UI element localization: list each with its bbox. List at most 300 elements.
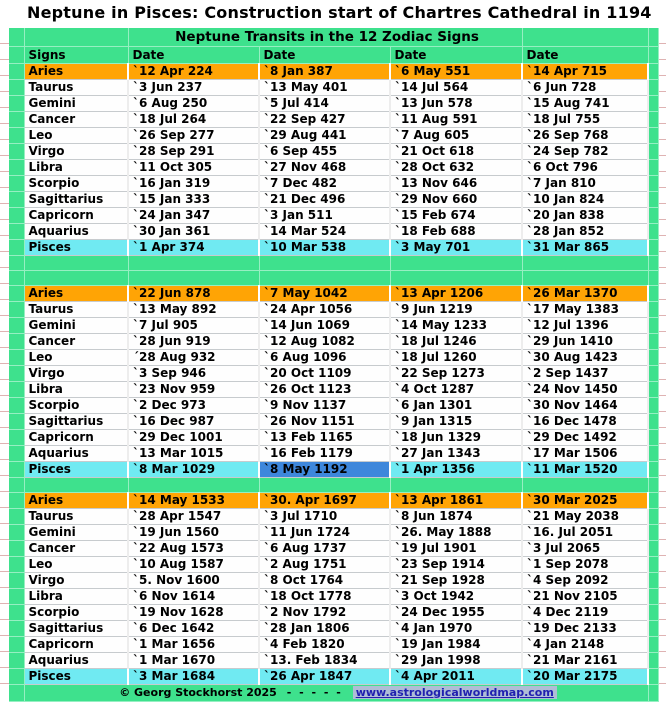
row-strip — [648, 668, 658, 684]
row-strip — [9, 381, 24, 397]
row-strip — [9, 540, 24, 556]
date-cell: `13 May 892 — [128, 301, 259, 317]
table-row — [9, 111, 658, 127]
spacer-cell — [390, 270, 522, 285]
date-cell: `10 Mar 538 — [259, 239, 390, 255]
table-row — [9, 191, 658, 207]
date-cell: `15 Aug 741 — [522, 95, 648, 111]
date-cell: `29 Nov 660 — [390, 191, 522, 207]
date-cell: `18 Jul 1260 — [390, 349, 522, 365]
spacer-cell — [9, 270, 24, 285]
date-cell: `4 Jan 1970 — [390, 620, 522, 636]
date-cell: `4 Apr 2011 — [390, 668, 522, 684]
date-cell: `13. Feb 1834 — [259, 652, 390, 668]
date-cell: `13 Apr 1861 — [390, 492, 522, 508]
sign-cell: Gemini — [24, 95, 128, 111]
row-strip — [9, 461, 24, 477]
table-row — [9, 207, 658, 223]
spacer-cell — [259, 270, 390, 285]
date-cell: `21 May 2038 — [522, 508, 648, 524]
date-cell: `4 Dec 2119 — [522, 604, 648, 620]
date-cell: `19 Jun 1560 — [128, 524, 259, 540]
date-cell: `12 Jul 1396 — [522, 317, 648, 333]
date-cell: `3 Jun 237 — [128, 79, 259, 95]
sign-cell: Cancer — [24, 111, 128, 127]
sign-cell: Libra — [24, 159, 128, 175]
sign-cell: Pisces — [24, 239, 128, 255]
date-cell: `22 Aug 1573 — [128, 540, 259, 556]
page-title: Neptune in Pisces: Construction start of Chartres Cathedral in 1194 — [27, 3, 652, 22]
date-cell: ´28 Aug 932 — [128, 349, 259, 365]
date-cell: `3 Mar 1684 — [128, 668, 259, 684]
row-strip — [648, 620, 658, 636]
sign-cell: Pisces — [24, 668, 128, 684]
table-row — [9, 349, 658, 365]
date-cell: `24 Jan 347 — [128, 207, 259, 223]
column-header-date: Date — [522, 46, 648, 63]
row-strip — [648, 445, 658, 461]
sign-cell: Sagittarius — [24, 413, 128, 429]
row-strip — [648, 508, 658, 524]
date-cell: `21 Dec 496 — [259, 191, 390, 207]
row-strip — [9, 492, 24, 508]
date-cell: `3 Jul 1710 — [259, 508, 390, 524]
row-strip — [9, 95, 24, 111]
date-cell: `7 Jul 905 — [128, 317, 259, 333]
date-cell: `29 Jun 1410 — [522, 333, 648, 349]
table-row — [9, 175, 658, 191]
table-row — [9, 652, 658, 668]
highlighted-date-cell: `8 May 1192 — [259, 461, 390, 477]
date-cell: `21 Mar 2161 — [522, 652, 648, 668]
date-cell: `1 Mar 1656 — [128, 636, 259, 652]
date-cell: `8 Mar 1029 — [128, 461, 259, 477]
table-row — [9, 317, 658, 333]
date-cell: `6 Aug 1737 — [259, 540, 390, 556]
date-cell: `14 May 1533 — [128, 492, 259, 508]
table-row — [9, 285, 658, 301]
table-row — [9, 492, 658, 508]
table-row — [9, 159, 658, 175]
date-cell: `11 Mar 1520 — [522, 461, 648, 477]
row-strip — [9, 445, 24, 461]
date-cell: `21 Sep 1928 — [390, 572, 522, 588]
date-cell: `6 Dec 1642 — [128, 620, 259, 636]
sign-cell: Scorpio — [24, 604, 128, 620]
row-strip — [9, 668, 24, 684]
row-strip — [648, 349, 658, 365]
date-cell: `5 Jul 414 — [259, 95, 390, 111]
table-row — [9, 79, 658, 95]
date-cell: `27 Nov 468 — [259, 159, 390, 175]
date-cell: `10 Aug 1587 — [128, 556, 259, 572]
date-cell: `17 Mar 1506 — [522, 445, 648, 461]
date-cell: `21 Oct 618 — [390, 143, 522, 159]
date-cell: `18 Jul 755 — [522, 111, 648, 127]
date-cell: `29 Dec 1492 — [522, 429, 648, 445]
row-strip — [9, 652, 24, 668]
date-cell: `12 Aug 1082 — [259, 333, 390, 349]
date-cell: `12 Apr 224 — [128, 63, 259, 79]
sign-cell: Cancer — [24, 540, 128, 556]
date-cell: `29 Jan 1998 — [390, 652, 522, 668]
row-strip — [648, 143, 658, 159]
row-strip — [648, 175, 658, 191]
spacer-row — [9, 477, 658, 492]
row-strip — [648, 524, 658, 540]
table-row — [9, 365, 658, 381]
date-cell: `4 Sep 2092 — [522, 572, 648, 588]
row-strip — [9, 508, 24, 524]
sign-cell: Aquarius — [24, 652, 128, 668]
transit-table — [9, 28, 659, 702]
row-strip — [648, 191, 658, 207]
date-cell: `19 Nov 1628 — [128, 604, 259, 620]
date-cell: `9 Jun 1219 — [390, 301, 522, 317]
row-strip — [9, 620, 24, 636]
date-cell: `14 Mar 524 — [259, 223, 390, 239]
table-subtitle: Neptune Transits in the 12 Zodiac Signs — [128, 28, 522, 46]
date-cell: `7 Jan 810 — [522, 175, 648, 191]
sign-cell: Capricorn — [24, 429, 128, 445]
row-strip — [9, 588, 24, 604]
date-cell: `13 Mar 1015 — [128, 445, 259, 461]
table-row — [9, 223, 658, 239]
date-cell: `15 Jan 333 — [128, 191, 259, 207]
table-row — [9, 127, 658, 143]
sign-cell: Taurus — [24, 301, 128, 317]
website-link[interactable]: www.astrologicalworldmap.com — [353, 686, 557, 699]
row-strip — [9, 127, 24, 143]
table-row — [9, 143, 658, 159]
date-cell: `14 Jul 564 — [390, 79, 522, 95]
sign-cell: Virgo — [24, 572, 128, 588]
date-cell: `26. May 1888 — [390, 524, 522, 540]
table-row — [9, 397, 658, 413]
corner-strip — [9, 28, 24, 46]
date-cell: `20 Mar 2175 — [522, 668, 648, 684]
header-strip — [648, 46, 658, 63]
table-row — [9, 461, 658, 477]
column-header-date: Date — [390, 46, 522, 63]
row-strip — [648, 397, 658, 413]
sign-cell: Sagittarius — [24, 191, 128, 207]
date-cell: `30 Aug 1423 — [522, 349, 648, 365]
row-strip — [9, 159, 24, 175]
row-strip — [9, 207, 24, 223]
table-row — [9, 604, 658, 620]
table-row — [9, 620, 658, 636]
sign-cell: Taurus — [24, 79, 128, 95]
row-strip — [648, 413, 658, 429]
column-header-signs: Signs — [24, 46, 128, 63]
sign-cell: Aries — [24, 63, 128, 79]
date-cell: `26 Sep 768 — [522, 127, 648, 143]
footer-dashes: - - - - - — [286, 685, 343, 699]
row-strip — [9, 111, 24, 127]
sign-cell: Leo — [24, 349, 128, 365]
spacer-cell — [24, 477, 128, 492]
row-strip — [648, 95, 658, 111]
row-strip — [648, 381, 658, 397]
footer-strip — [9, 684, 24, 701]
row-strip — [648, 301, 658, 317]
row-strip — [648, 365, 658, 381]
date-cell: `24 Apr 1056 — [259, 301, 390, 317]
date-cell: `1 Sep 2078 — [522, 556, 648, 572]
spacer-row — [9, 255, 658, 270]
table-row — [9, 413, 658, 429]
date-cell: `26 Mar 1370 — [522, 285, 648, 301]
date-cell: `28 Oct 632 — [390, 159, 522, 175]
date-cell: `4 Oct 1287 — [390, 381, 522, 397]
spacer-cell — [24, 255, 128, 270]
table-row — [9, 508, 658, 524]
subtitle-spacer — [24, 28, 128, 46]
sign-cell: Capricorn — [24, 636, 128, 652]
date-cell: `9 Jan 1315 — [390, 413, 522, 429]
date-cell: `14 Apr 715 — [522, 63, 648, 79]
date-cell: `20 Jan 838 — [522, 207, 648, 223]
date-cell: `28 Jun 919 — [128, 333, 259, 349]
date-cell: `26 Apr 1847 — [259, 668, 390, 684]
right-gridline-margin — [658, 28, 666, 696]
spacer-cell — [522, 477, 648, 492]
row-strip — [9, 79, 24, 95]
date-cell: `16. Jul 2051 — [522, 524, 648, 540]
date-cell: `20 Oct 1109 — [259, 365, 390, 381]
date-cell: `24 Sep 782 — [522, 143, 648, 159]
date-cell: `16 Dec 1478 — [522, 413, 648, 429]
date-cell: `19 Jan 1984 — [390, 636, 522, 652]
date-cell: `29 Dec 1001 — [128, 429, 259, 445]
row-strip — [648, 317, 658, 333]
table-row — [9, 556, 658, 572]
table-row — [9, 668, 658, 684]
date-cell: `2 Aug 1751 — [259, 556, 390, 572]
date-cell: `18 Feb 688 — [390, 223, 522, 239]
date-cell: `16 Dec 987 — [128, 413, 259, 429]
date-cell: `13 Apr 1206 — [390, 285, 522, 301]
date-cell: `23 Sep 1914 — [390, 556, 522, 572]
date-cell: `6 Aug 1096 — [259, 349, 390, 365]
date-cell: `13 May 401 — [259, 79, 390, 95]
sign-cell: Pisces — [24, 461, 128, 477]
row-strip — [9, 397, 24, 413]
row-strip — [648, 572, 658, 588]
date-cell: `8 Oct 1764 — [259, 572, 390, 588]
date-cell: `30. Apr 1697 — [259, 492, 390, 508]
row-strip — [648, 540, 658, 556]
date-cell: `2 Nov 1792 — [259, 604, 390, 620]
date-cell: `11 Aug 591 — [390, 111, 522, 127]
date-cell: `31 Mar 865 — [522, 239, 648, 255]
table-row — [9, 239, 658, 255]
sign-cell: Gemini — [24, 524, 128, 540]
row-strip — [9, 317, 24, 333]
row-strip — [9, 572, 24, 588]
sign-cell: Scorpio — [24, 175, 128, 191]
date-cell: `26 Sep 277 — [128, 127, 259, 143]
row-strip — [648, 239, 658, 255]
date-cell: `6 May 551 — [390, 63, 522, 79]
footer-cell — [24, 684, 648, 701]
spacer-row — [9, 270, 658, 285]
table-row — [9, 524, 658, 540]
table-row — [9, 588, 658, 604]
table-row — [9, 301, 658, 317]
date-cell: `28 Sep 291 — [128, 143, 259, 159]
date-cell: `14 May 1233 — [390, 317, 522, 333]
row-strip — [9, 333, 24, 349]
spacer-cell — [259, 255, 390, 270]
spacer-cell — [648, 270, 658, 285]
date-cell: `5. Nov 1600 — [128, 572, 259, 588]
sign-cell: Cancer — [24, 333, 128, 349]
date-cell: `21 Nov 2105 — [522, 588, 648, 604]
subtitle-row — [9, 28, 658, 46]
subtitle-spacer — [522, 28, 648, 46]
date-cell: `28 Jan 852 — [522, 223, 648, 239]
date-cell: `29 Aug 441 — [259, 127, 390, 143]
row-strip — [9, 191, 24, 207]
date-cell: `18 Jul 1246 — [390, 333, 522, 349]
date-cell: `6 Oct 796 — [522, 159, 648, 175]
date-cell: `28 Apr 1547 — [128, 508, 259, 524]
sign-cell: Libra — [24, 381, 128, 397]
row-strip — [648, 461, 658, 477]
date-cell: `27 Jan 1343 — [390, 445, 522, 461]
date-cell: `30 Nov 1464 — [522, 397, 648, 413]
spacer-cell — [128, 255, 259, 270]
date-cell: `3 Sep 946 — [128, 365, 259, 381]
date-cell: `22 Sep 427 — [259, 111, 390, 127]
date-cell: `19 Jul 1901 — [390, 540, 522, 556]
spacer-cell — [128, 270, 259, 285]
date-cell: `8 Jan 387 — [259, 63, 390, 79]
date-cell: `3 Oct 1942 — [390, 588, 522, 604]
date-cell: `4 Jan 2148 — [522, 636, 648, 652]
spacer-cell — [648, 255, 658, 270]
table-row — [9, 636, 658, 652]
table-row — [9, 445, 658, 461]
table-row — [9, 540, 658, 556]
row-strip — [648, 159, 658, 175]
date-cell: `6 Nov 1614 — [128, 588, 259, 604]
date-cell: `13 Feb 1165 — [259, 429, 390, 445]
sign-cell: Capricorn — [24, 207, 128, 223]
date-cell: `10 Jan 824 — [522, 191, 648, 207]
row-strip — [9, 556, 24, 572]
date-cell: `19 Dec 2133 — [522, 620, 648, 636]
sign-cell: Libra — [24, 588, 128, 604]
row-strip — [9, 143, 24, 159]
column-header-date: Date — [259, 46, 390, 63]
row-strip — [648, 492, 658, 508]
table-row — [9, 333, 658, 349]
date-cell: `18 Oct 1778 — [259, 588, 390, 604]
spacer-cell — [390, 255, 522, 270]
sign-cell: Aries — [24, 285, 128, 301]
spacer-cell — [24, 270, 128, 285]
sign-cell: Virgo — [24, 365, 128, 381]
row-strip — [9, 239, 24, 255]
sign-cell: Sagittarius — [24, 620, 128, 636]
copyright-text: © Georg Stockhorst 2025 — [119, 685, 277, 699]
row-strip — [9, 349, 24, 365]
date-cell: `2 Sep 1437 — [522, 365, 648, 381]
row-strip — [9, 604, 24, 620]
date-cell: `6 Sep 455 — [259, 143, 390, 159]
row-strip — [9, 413, 24, 429]
date-cell: `15 Feb 674 — [390, 207, 522, 223]
row-strip — [648, 333, 658, 349]
row-strip — [648, 127, 658, 143]
row-strip — [9, 63, 24, 79]
sign-cell: Virgo — [24, 143, 128, 159]
date-cell: `7 May 1042 — [259, 285, 390, 301]
header-strip — [9, 46, 24, 63]
date-cell: `2 Dec 973 — [128, 397, 259, 413]
sign-cell: Aquarius — [24, 445, 128, 461]
date-cell: `11 Jun 1724 — [259, 524, 390, 540]
date-cell: `16 Jan 319 — [128, 175, 259, 191]
date-cell: `3 Jul 2065 — [522, 540, 648, 556]
date-cell: `28 Jan 1806 — [259, 620, 390, 636]
spacer-cell — [259, 477, 390, 492]
table-row — [9, 381, 658, 397]
date-cell: `8 Jun 1874 — [390, 508, 522, 524]
date-cell: `26 Oct 1123 — [259, 381, 390, 397]
date-cell: `1 Apr 1356 — [390, 461, 522, 477]
transit-table-body — [9, 63, 658, 684]
left-gridline-margin — [0, 28, 9, 696]
row-strip — [9, 175, 24, 191]
row-strip — [9, 524, 24, 540]
sign-cell: Taurus — [24, 508, 128, 524]
row-strip — [648, 79, 658, 95]
row-strip — [9, 223, 24, 239]
table-row — [9, 63, 658, 79]
spacer-cell — [390, 477, 522, 492]
date-cell: `22 Jun 878 — [128, 285, 259, 301]
row-strip — [648, 652, 658, 668]
date-cell: `24 Dec 1955 — [390, 604, 522, 620]
date-cell: `24 Nov 1450 — [522, 381, 648, 397]
date-cell: `7 Aug 605 — [390, 127, 522, 143]
date-cell: `1 Apr 374 — [128, 239, 259, 255]
date-cell: `11 Oct 305 — [128, 159, 259, 175]
row-strip — [9, 429, 24, 445]
row-strip — [9, 636, 24, 652]
header-row — [9, 46, 658, 63]
row-strip — [648, 207, 658, 223]
row-strip — [648, 636, 658, 652]
sign-cell: Aries — [24, 492, 128, 508]
date-cell: `7 Dec 482 — [259, 175, 390, 191]
date-cell: `16 Feb 1179 — [259, 445, 390, 461]
sign-cell: Leo — [24, 127, 128, 143]
row-strip — [9, 365, 24, 381]
date-cell: `22 Sep 1273 — [390, 365, 522, 381]
table-row — [9, 95, 658, 111]
sign-cell: Scorpio — [24, 397, 128, 413]
date-cell: `30 Jan 361 — [128, 223, 259, 239]
row-strip — [648, 429, 658, 445]
date-cell: `3 Jan 511 — [259, 207, 390, 223]
row-strip — [648, 63, 658, 79]
row-strip — [648, 588, 658, 604]
